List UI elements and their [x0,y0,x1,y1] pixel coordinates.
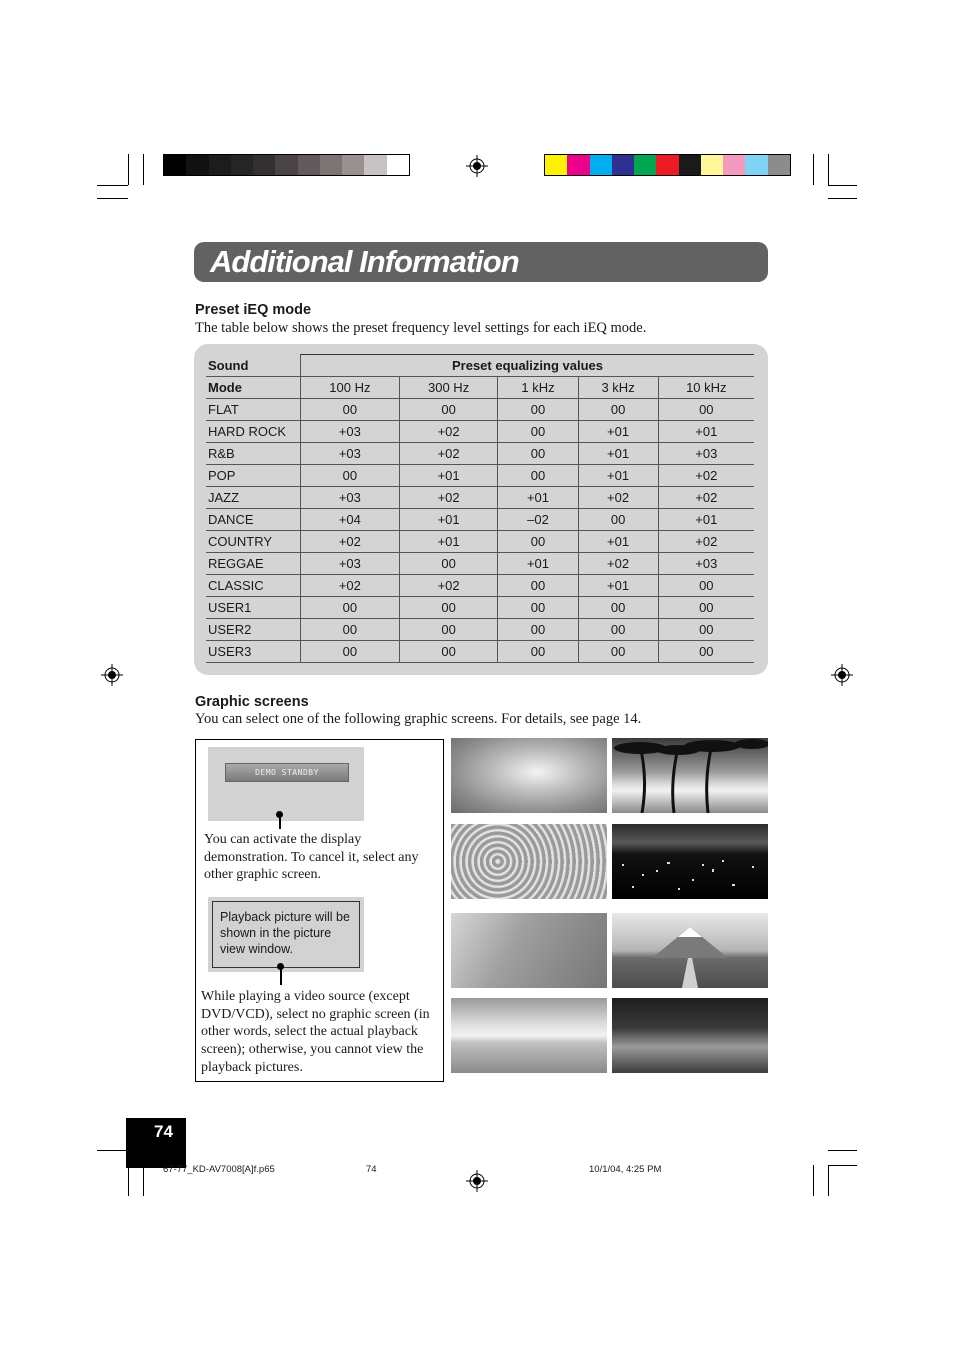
table-row [206,575,754,597]
eq-value-cell: 00 [301,619,400,641]
page-number-tab [126,1118,186,1168]
graphic-screen-light-swirl[interactable] [451,738,607,813]
footer-page: 74 [366,1164,377,1175]
mode-name: CLASSIC [206,575,301,597]
table-row [206,553,754,575]
gray-swatch [298,155,320,175]
eq-value-cell: +02 [399,487,498,509]
demo-note: You can activate the display demonstration. To cancel it, select any other graphic screen. [204,832,419,883]
gray-swatch [320,155,342,175]
eq-value-cell: +02 [399,575,498,597]
eq-value-cell: +02 [658,487,754,509]
gray-swatch [364,155,386,175]
table-row [206,509,754,531]
page-number: 74 [154,1122,173,1141]
eq-value-cell: +02 [578,487,658,509]
eq-value-cell: 00 [399,597,498,619]
graphic-description: You can select one of the following graphic screens. For details, see page 14. [195,711,642,727]
eq-value-cell: 00 [301,399,400,421]
gray-swatch [164,155,186,175]
pointer-line [280,966,282,985]
color-swatch [701,155,723,175]
gray-swatch [186,155,208,175]
gray-swatch [275,155,297,175]
eq-value-cell: +01 [498,553,578,575]
eq-value-cell: 00 [498,597,578,619]
gray-swatch [231,155,253,175]
color-swatch [634,155,656,175]
eq-value-cell: +03 [658,443,754,465]
eq-value-cell: +02 [658,531,754,553]
eq-value-cell: +01 [578,531,658,553]
table-row [206,597,754,619]
graphic-screen-palm-beach[interactable] [612,738,768,813]
color-swatch [723,155,745,175]
graphic-screen-light-dots[interactable] [451,824,607,899]
eq-value-cell: +01 [399,531,498,553]
table-row [206,421,754,443]
grayscale-calibration-bar [163,154,410,176]
eq-value-cell: 00 [658,399,754,421]
eq-value-cell: 00 [498,443,578,465]
graphic-screen-city-night[interactable] [612,824,768,899]
table-row [206,399,754,421]
gray-swatch [209,155,231,175]
eq-value-cell: +03 [301,443,400,465]
eq-value-cell: +02 [301,575,400,597]
eq-value-cell: +04 [301,509,400,531]
registration-mark-icon [831,664,853,686]
eq-value-cell: 00 [498,421,578,443]
eq-value-cell: +02 [658,465,754,487]
footer-file: 67-77_KD-AV7008[A]f.p65 [163,1164,275,1175]
eq-value-cell: +01 [578,443,658,465]
eq-value-cell: 00 [658,619,754,641]
eq-value-cell: +03 [301,487,400,509]
color-swatch [679,155,701,175]
eq-value-cell: +03 [301,553,400,575]
ieq-heading: Preset iEQ mode [195,302,312,318]
table-row [206,443,754,465]
eq-value-cell: 00 [578,641,658,663]
eq-value-cell: +01 [578,465,658,487]
table-row [206,531,754,553]
eq-value-cell: +02 [399,443,498,465]
eq-value-cell: –02 [498,509,578,531]
mode-name: JAZZ [206,487,301,509]
eq-value-cell: +02 [301,531,400,553]
color-swatch [745,155,767,175]
gray-swatch [253,155,275,175]
footer-date: 10/1/04, 4:25 PM [589,1164,662,1175]
color-swatch [612,155,634,175]
graphic-screen-ocean-sky[interactable] [451,998,607,1073]
page-title-bar [194,242,768,282]
pointer-line [279,814,281,829]
ieq-description: The table below shows the preset frequency level settings for each iEQ mode. [195,320,647,336]
ieq-table [206,354,754,663]
eq-value-cell: +01 [658,509,754,531]
color-swatch [545,155,567,175]
eq-value-cell: +02 [578,553,658,575]
table-row [206,487,754,509]
color-swatch [768,155,790,175]
mode-name: FLAT [206,399,301,421]
eq-value-cell: 00 [498,575,578,597]
eq-value-cell: 00 [399,553,498,575]
color-calibration-bar [544,154,791,176]
registration-mark-icon [101,664,123,686]
eq-value-cell: +03 [301,421,400,443]
eq-value-cell: +01 [498,487,578,509]
table-row [206,641,754,663]
col-sound-header: Sound [206,355,301,377]
table-row [206,465,754,487]
freq-header: 100 Hz [301,377,400,399]
freq-header: 300 Hz [399,377,498,399]
graphic-screen-studio-console[interactable] [612,998,768,1073]
freq-header: 3 kHz [578,377,658,399]
eq-value-cell: 00 [578,399,658,421]
mode-name: POP [206,465,301,487]
eq-value-cell: +01 [399,465,498,487]
eq-value-cell: +01 [658,421,754,443]
eq-value-cell: 00 [658,575,754,597]
demo-standby-label: DEMO STANDBY [225,763,349,782]
eq-value-cell: 00 [658,641,754,663]
eq-value-cell: 00 [578,509,658,531]
registration-mark-icon [466,1170,488,1192]
eq-value-cell: 00 [498,619,578,641]
eq-value-cell: 00 [498,465,578,487]
playback-note: While playing a video source (except DVD/VCD), select no graphic screen (in other words, select the actual playback screen); otherwise, you cannot view the playback pictures. [201,989,430,1075]
eq-value-cell: 00 [578,597,658,619]
eq-value-cell: 00 [301,597,400,619]
eq-value-cell: +03 [658,553,754,575]
color-swatch [590,155,612,175]
eq-value-cell: +01 [399,509,498,531]
col-group-header: Preset equalizing values [301,355,755,377]
eq-value-cell: 00 [399,399,498,421]
eq-value-cell: 00 [301,641,400,663]
color-swatch [656,155,678,175]
eq-value-cell: 00 [498,531,578,553]
registration-mark-icon [466,155,488,177]
freq-header: 1 kHz [498,377,578,399]
graphic-heading: Graphic screens [195,694,309,710]
mode-name: R&B [206,443,301,465]
freq-header: 10 kHz [658,377,754,399]
eq-value-cell: 00 [658,597,754,619]
playback-window-text: Playback picture will be shown in the picture view window. [212,901,360,968]
mode-name: USER2 [206,619,301,641]
graphic-screen-abstract-light[interactable] [451,913,607,988]
demo-screen-preview [208,747,364,821]
eq-value-cell: 00 [498,399,578,421]
page-title: Additional Information [210,244,519,279]
mode-name: DANCE [206,509,301,531]
color-swatch [567,155,589,175]
eq-value-cell: 00 [399,619,498,641]
mode-name: REGGAE [206,553,301,575]
eq-value-cell: 00 [498,641,578,663]
eq-value-cell: +02 [399,421,498,443]
mode-name: HARD ROCK [206,421,301,443]
mode-name: COUNTRY [206,531,301,553]
eq-value-cell: +01 [578,421,658,443]
mode-name: USER1 [206,597,301,619]
gray-swatch [342,155,364,175]
graphic-screen-mountain-road[interactable] [612,913,768,988]
col-mode-header: Mode [206,377,301,399]
gray-swatch [387,155,409,175]
eq-value-cell: 00 [399,641,498,663]
mode-name: USER3 [206,641,301,663]
table-row [206,619,754,641]
eq-value-cell: +01 [578,575,658,597]
eq-value-cell: 00 [578,619,658,641]
eq-value-cell: 00 [301,465,400,487]
